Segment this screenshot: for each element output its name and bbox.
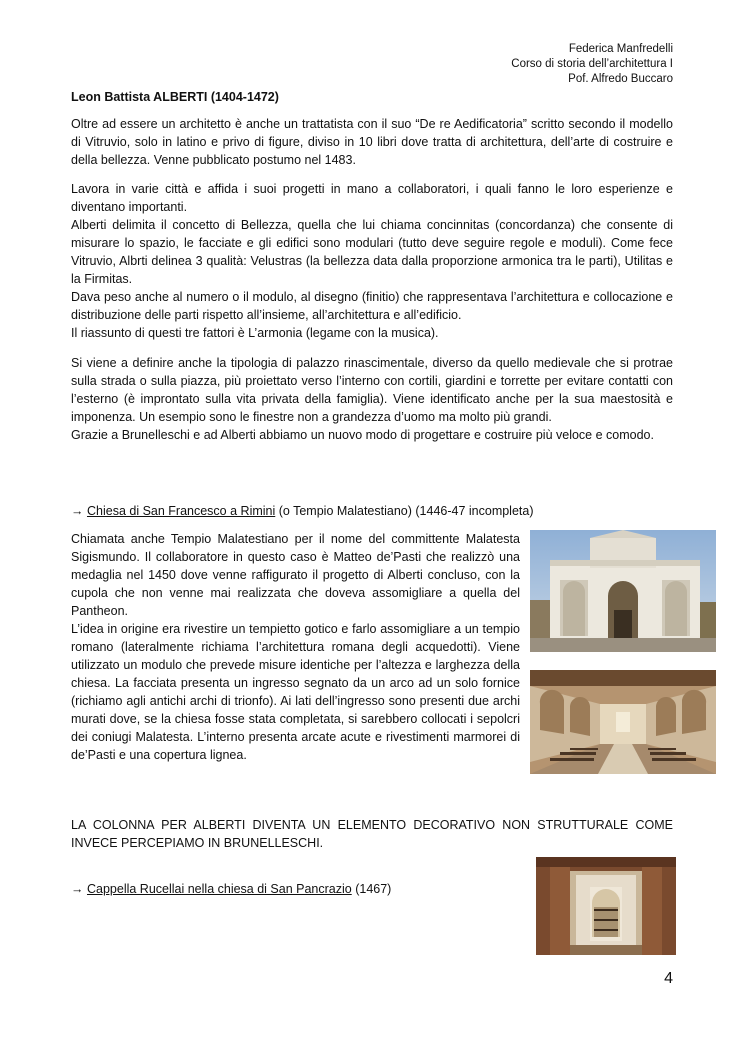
link-chiesa-san-francesco[interactable]: Chiesa di San Francesco a Rimini <box>86 504 276 518</box>
header-course: Corso di storia dell’architettura I <box>511 58 673 70</box>
section-heading-rest: (o Tempio Malatestiano) (1446-47 incompleta) <box>275 504 534 518</box>
paragraph-tempietto: L’idea in origine era rivestire un tempietto gotico e farlo assomigliare a un tempio romano (lateralmente richiama l’architettura romana degli acquedotti). Viene utilizzato un modulo che prevede misure identiche per l’altezza e larghezza della chiesa. La facciata presenta un ingresso segnato da un arco ad un solo fornice (richiamo agli antichi archi di trionfo). Ai lati dell’ingresso sono presenti due archi murati dove, se la chiesa fosse stata completata, si sarebbero collocati i sepolcri dei coniugi Malatesta. L’interno presenta arcate acute e rivestimenti marmorei di de’Pasti e una copertura lignea. <box>71 622 520 762</box>
paragraph-group-palazzo <box>71 354 673 444</box>
section-heading-rucellai <box>71 880 511 898</box>
cappella-rucellai-photo <box>536 857 676 955</box>
paragraph-tempio-malatestiano: Chiamata anche Tempio Malatestiano per il nome del committente Malatesta Sigismundo. Il collaboratore in questo caso è Matteo de’Pasti che realizzò una medaglia nel 1450 dove venne raffigurato il progetto di Alberti concluso, con la cupola che non venne mai realizzata che doveva assomigliare a quella del Pantheon. <box>71 532 520 618</box>
paragraph-module: Dava peso anche al numero o il modulo, al disegno (finitio) che rappresentava l’architettura e collocazione e distribuzione delle parti rispetto all’insieme, all’architettura e all’edificio. <box>71 290 673 322</box>
paragraph-concinnitas: Alberti delimita il concetto di Bellezza, quella che lui chiama concinnitas (concordanza) che consente di misurare lo spazio, le facciate e gli edifici sono modulari (tutto deve seguire regole e moduli). Come fece Vitruvio, Albrti delinea 3 qualità: Velustras (la bellezza data dalla proporzione armonica tra le parti), Utilitas e la Firmitas. <box>71 218 673 286</box>
section-heading-rest: (1467) <box>351 882 392 896</box>
paragraph-collaborators: Lavora in varie città e affida i suoi progetti in mano a collaboratori, i quali fanno le loro esperienze e diventano importanti. <box>71 182 673 214</box>
paragraph-harmony: Il riassunto di questi tre fattori è L’armonia (legame con la musica). <box>71 326 439 340</box>
link-cappella-rucellai[interactable]: Cappella Rucellai nella chiesa di San Pancrazio <box>86 882 352 896</box>
paragraph-brunelleschi: Grazie a Brunelleschi e ad Alberti abbiamo un nuovo modo di progettare e costruire più veloce e comodo. <box>71 428 654 442</box>
header-author: Federica Manfredelli <box>568 43 673 55</box>
paragraph-palazzo: Si viene a definire anche la tipologia di palazzo rinascimentale, diverso da quello medievale che si protrae sulla strada o sulla piazza, più proiettato verso l’interno con cortili, giardini e torrette per evitare contatti con l’esterno (è improntato sulla vita privata della famiglia). Viene identificato anche per la sua maestosità e imponenza. Un esempio sono le finestre non a grandezza d’uomo ma molto più grandi. <box>71 356 673 424</box>
tempio-interior-photo <box>530 670 716 774</box>
paragraph-intro: Oltre ad essere un architetto è anche un trattatista con il suo “De re Aedificatoria” scritto secondo il modello di Vitruvio, solo in latino e privo di figure, diviso in 10 libri dove tratta di architettura, dell’arte di costruire e della bellezza. Venne pubblicato postumo nel 1483. <box>71 117 673 167</box>
page-number: 4 <box>664 970 673 987</box>
paragraph-group-beauty <box>71 180 673 342</box>
header-professor: Pof. Alfredo Buccaro <box>568 73 673 85</box>
section-body-rimini <box>71 530 520 764</box>
arrow-icon: → <box>71 504 84 518</box>
tempio-facade-photo <box>530 530 716 652</box>
page-title: Leon Battista ALBERTI (1404-1472) <box>71 90 279 104</box>
colonna-statement: LA COLONNA PER ALBERTI DIVENTA UN ELEMENTO DECORATIVO NON STRUTTURALE COME INVECE PERCEPIAMO IN BRUNELLESCHI. <box>71 818 673 850</box>
section-heading-rimini <box>71 502 673 520</box>
page-header <box>511 42 673 87</box>
arrow-icon: → <box>71 882 84 896</box>
